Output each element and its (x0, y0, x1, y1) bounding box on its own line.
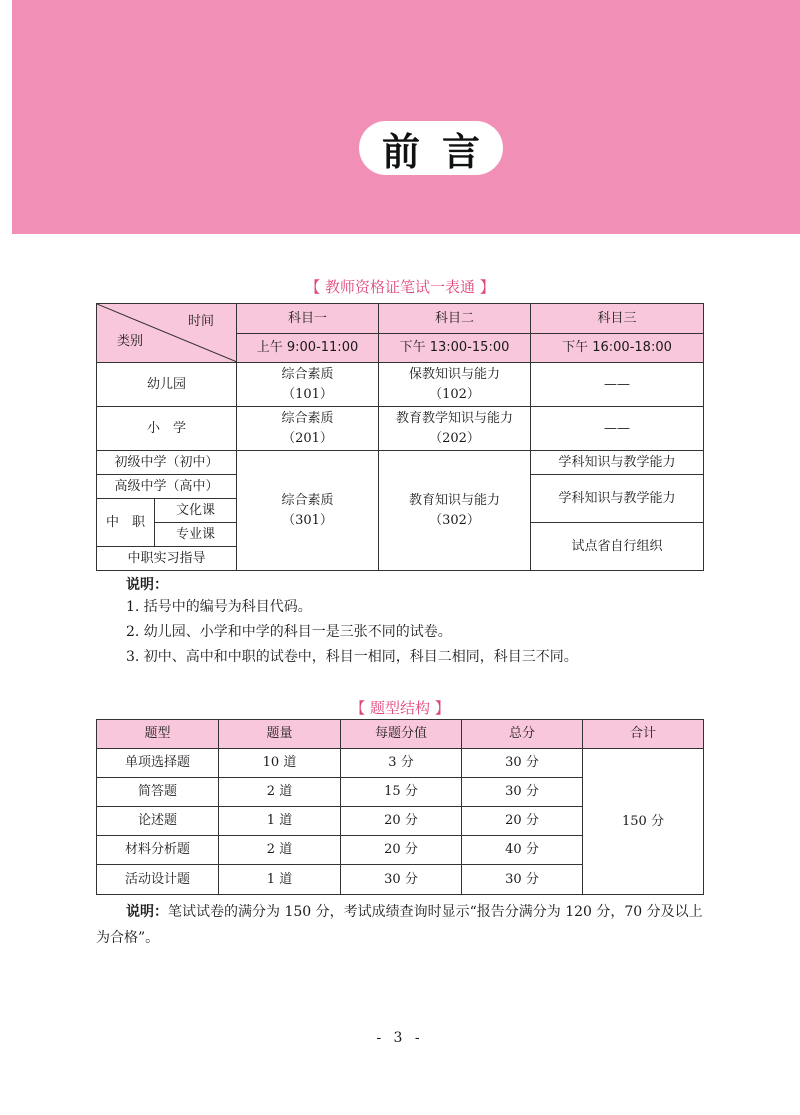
cell-text: 综合素质 (281, 366, 334, 382)
table-cell: 2 道 (219, 836, 341, 865)
time-header: 上午 9:00-11:00 (237, 334, 379, 363)
header-banner (12, 0, 800, 234)
table-cell: 材料分析题 (97, 836, 219, 865)
table-corner-cell (97, 304, 237, 363)
table-cell: 论述题 (97, 807, 219, 836)
column-header: 题型 (97, 720, 219, 749)
table-row (97, 749, 704, 778)
category-vocational-culture: 文化课 (155, 499, 237, 523)
table-cell: 10 道 (219, 749, 341, 778)
table-cell: 15 分 (341, 778, 462, 807)
table-cell (379, 407, 531, 451)
subject-header: 科目一 (237, 304, 379, 334)
cell-text: 保教知识与能力 (408, 366, 500, 382)
table-cell: 单项选择题 (97, 749, 219, 778)
corner-category-label: 类别 (117, 334, 144, 349)
table-cell: 1 道 (219, 807, 341, 836)
table-cell: 活动设计题 (97, 865, 219, 895)
column-header: 合计 (583, 720, 704, 749)
category-vocational-major: 专业课 (155, 523, 237, 547)
table-cell: 30 分 (462, 749, 583, 778)
time-header: 下午 16:00-18:00 (531, 334, 704, 363)
structure-note-text: 笔试试卷的满分为 150 分，考试成绩查询时显示“报告分满分为 120 分，70 分及以上为合格”。 (96, 904, 703, 946)
category-kindergarten: 幼儿园 (97, 363, 237, 407)
page-number: - 3 - (376, 1030, 424, 1046)
table-cell: 学科知识与教学能力 (531, 451, 704, 475)
cell-code: （302） (429, 512, 480, 528)
structure-note (96, 899, 716, 951)
table-cell: 30 分 (462, 778, 583, 807)
table-cell (237, 407, 379, 451)
column-header: 总分 (462, 720, 583, 749)
table-cell: 30 分 (462, 865, 583, 895)
table-cell: 3 分 (341, 749, 462, 778)
category-junior: 初级中学（初中） (97, 451, 237, 475)
table-cell: 学科知识与教学能力 (531, 475, 704, 523)
table-cell (237, 363, 379, 407)
time-header: 下午 13:00-15:00 (379, 334, 531, 363)
exam-schedule-table (96, 303, 704, 571)
cell-text: 教育知识与能力 (408, 492, 500, 508)
table-cell: 20 分 (341, 836, 462, 865)
cell-text: 教育教学知识与能力 (395, 410, 513, 426)
table-cell: 20 分 (341, 807, 462, 836)
structure-note-label: 说明： (126, 904, 168, 920)
category-vocational: 中 职 (97, 499, 155, 547)
total-cell: 150 分 (583, 749, 704, 895)
cell-code: （102） (429, 386, 480, 402)
subject-header: 科目三 (531, 304, 704, 334)
page-title: 前言 (359, 121, 503, 175)
exam-table-title: 【 教师资格证笔试一表通 】 (305, 278, 495, 296)
structure-table-title: 【 题型结构 】 (350, 699, 450, 717)
cell-code: （202） (429, 430, 480, 446)
table-cell: 2 道 (219, 778, 341, 807)
column-header: 题量 (219, 720, 341, 749)
cell-code: （101） (282, 386, 333, 402)
note-item: 2. 幼儿园、小学和中学的科目一是三张不同的试卷。 (126, 624, 452, 640)
note-item: 3. 初中、高中和中职的试卷中，科目一相同，科目二相同，科目三不同。 (126, 649, 578, 665)
category-primary: 小 学 (97, 407, 237, 451)
cell-text: 综合素质 (281, 410, 334, 426)
table-cell: 30 分 (341, 865, 462, 895)
cell-code: （201） (282, 430, 333, 446)
table-cell: 1 道 (219, 865, 341, 895)
table-cell: —— (531, 363, 704, 407)
table-cell: 40 分 (462, 836, 583, 865)
corner-time-label: 时间 (187, 314, 214, 329)
note-item: 1. 括号中的编号为科目代码。 (126, 599, 312, 615)
table-cell (379, 363, 531, 407)
category-senior: 高级中学（高中） (97, 475, 237, 499)
cell-text: 综合素质 (281, 492, 334, 508)
table-cell: 试点省自行组织 (531, 523, 704, 571)
table-cell: —— (531, 407, 704, 451)
cell-code: （301） (282, 512, 333, 528)
question-structure-table (96, 719, 704, 895)
table-cell: 简答题 (97, 778, 219, 807)
category-internship: 中职实习指导 (97, 547, 237, 571)
table-cell (237, 451, 379, 571)
subject-header: 科目二 (379, 304, 531, 334)
column-header: 每题分值 (341, 720, 462, 749)
notes-heading: 说明： (126, 577, 168, 593)
table-cell (379, 451, 531, 571)
table-cell: 20 分 (462, 807, 583, 836)
